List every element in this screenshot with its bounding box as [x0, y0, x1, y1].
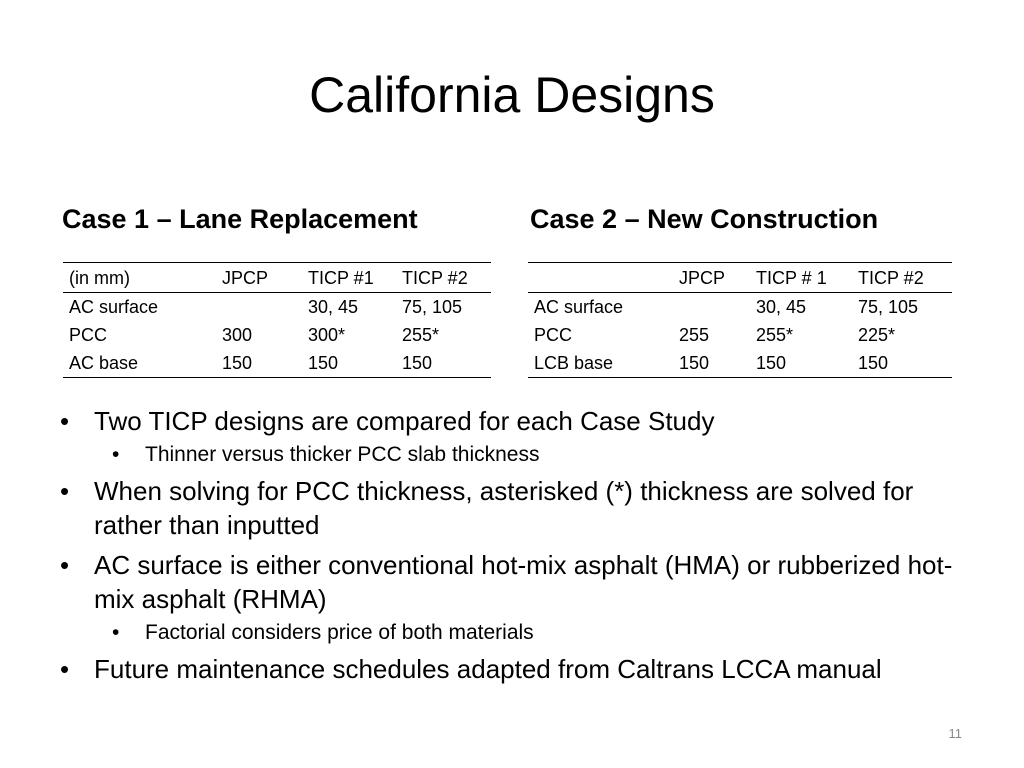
- table-cell: LCB base: [528, 349, 673, 378]
- table-cell: [673, 293, 750, 322]
- table-cell: 30, 45: [756, 297, 807, 317]
- table-cell: AC base: [63, 349, 216, 378]
- table-row: [528, 293, 952, 322]
- table-row: [63, 321, 491, 349]
- table-cell: 150: [216, 349, 302, 378]
- bullet-icon: •: [60, 654, 70, 684]
- table-row: [63, 349, 491, 378]
- bullet-text: When solving for PCC thickness, asterisked (*) thickness are solved for rather than inputted: [94, 476, 914, 540]
- table-cell: AC surface: [534, 297, 624, 317]
- table-cell: (in mm): [63, 263, 216, 293]
- table-cell: JPCP: [216, 263, 302, 293]
- table-cell: 150: [852, 349, 952, 378]
- table-cell: PCC: [534, 325, 573, 345]
- table-cell: 150: [750, 349, 852, 378]
- bullet-icon: •: [60, 550, 70, 580]
- sub-bullet-item: [60, 618, 960, 648]
- table-cell: TICP # 1: [750, 263, 852, 293]
- bullet-icon: •: [60, 476, 70, 506]
- table-cell: 255: [679, 325, 710, 345]
- case1-table: [63, 262, 491, 378]
- table-cell: TICP #2: [396, 263, 491, 293]
- table-cell: JPCP: [673, 263, 750, 293]
- bullet-text: Two TICP designs are compared for each Case Study: [94, 406, 715, 436]
- bullet-item: [60, 404, 960, 438]
- table-cell: 150: [673, 349, 750, 378]
- bullet-text: Future maintenance schedules adapted from Caltrans LCCA manual: [94, 654, 882, 684]
- table-cell: 30, 45: [308, 297, 359, 317]
- table-row: [528, 321, 952, 349]
- table-header-row: [63, 263, 491, 293]
- table-header-row: [528, 263, 952, 293]
- bullet-icon: •: [112, 443, 120, 466]
- table-cell: 75, 105: [402, 297, 463, 317]
- table-cell: TICP #2: [852, 263, 952, 293]
- table-cell: 300*: [308, 325, 346, 345]
- table-cell: 225*: [858, 325, 896, 345]
- bullet-item: [60, 474, 960, 542]
- bullet-item: [60, 548, 960, 616]
- bullet-icon: •: [112, 621, 120, 644]
- sub-bullet-text: Thinner versus thicker PCC slab thickness: [145, 443, 540, 466]
- table-cell: 255*: [402, 325, 440, 345]
- sub-bullet-item: [60, 440, 960, 470]
- table-cell: [528, 263, 673, 293]
- bullet-item: [60, 652, 960, 686]
- case1-heading: Case 1 – Lane Replacement: [62, 204, 418, 234]
- bullet-text: AC surface is either conventional hot-mix asphalt (HMA) or rubberized hot-mix asphalt (RHMA): [94, 550, 953, 614]
- sub-bullet-text: Factorial considers price of both materials: [145, 621, 534, 644]
- bullet-list: [60, 404, 960, 688]
- table-cell: AC surface: [69, 297, 159, 317]
- table-cell: 150: [396, 349, 491, 378]
- case2-table: [528, 262, 952, 378]
- table-cell: PCC: [69, 325, 108, 345]
- table-cell: TICP #1: [302, 263, 396, 293]
- table-cell: [216, 293, 302, 322]
- table-cell: 75, 105: [858, 297, 919, 317]
- slide-title: California Designs: [309, 67, 715, 123]
- table-cell: 255*: [756, 325, 794, 345]
- table-row: [63, 293, 491, 322]
- case2-heading: Case 2 – New Construction: [530, 204, 879, 234]
- table-cell: 150: [302, 349, 396, 378]
- table-cell: 300: [222, 325, 253, 345]
- page-number: 11: [948, 726, 962, 741]
- table-row: [528, 349, 952, 378]
- bullet-icon: •: [60, 406, 70, 436]
